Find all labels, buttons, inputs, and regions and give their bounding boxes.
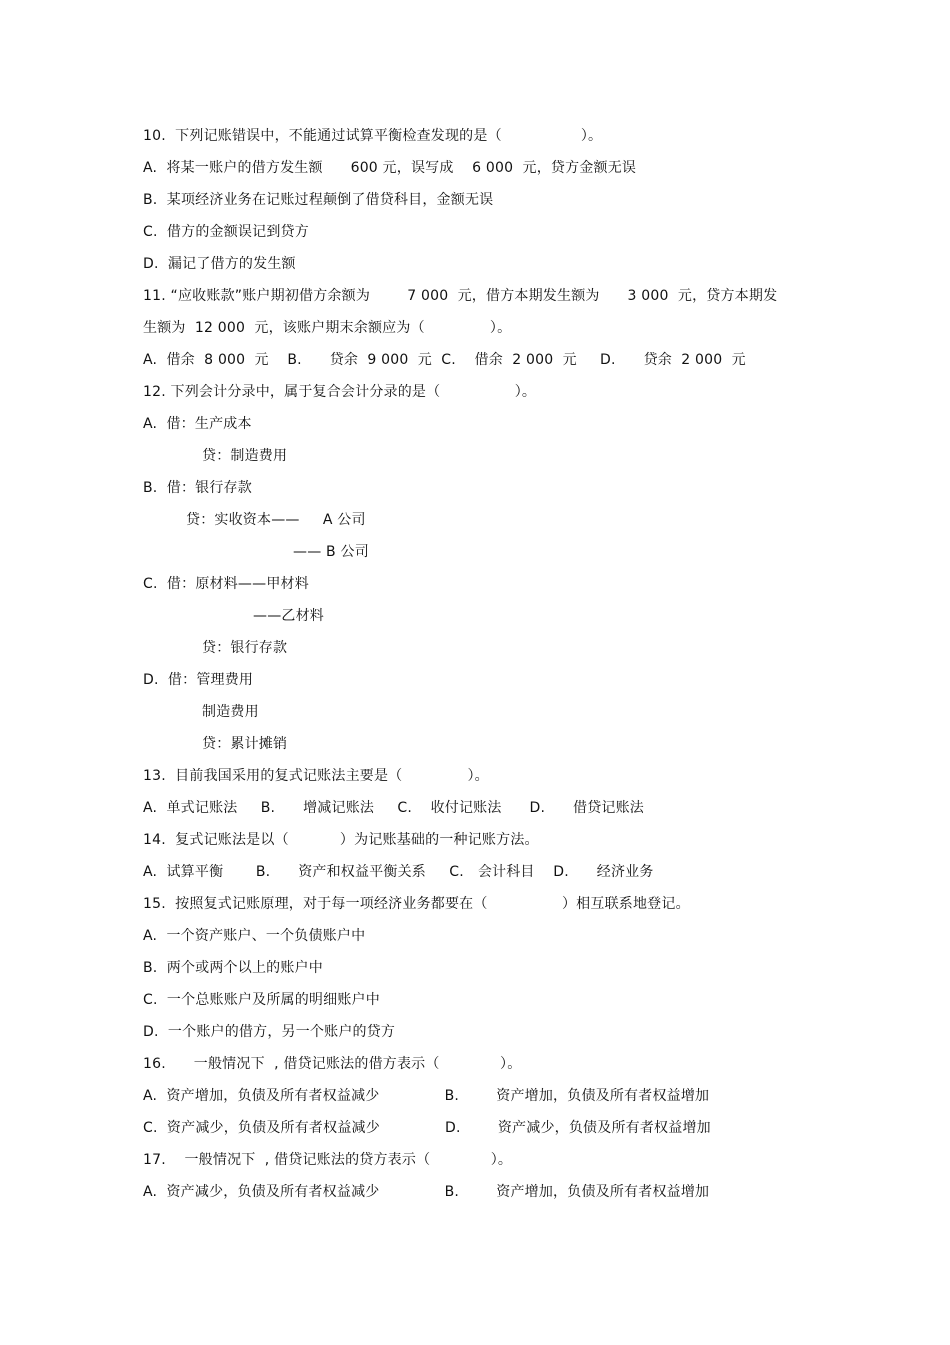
question-12-option-d-credit: 贷：累计摊销 — [202, 736, 288, 752]
question-14-options: A. 试算平衡 B. 资产和权益平衡关系 C. 会计科目 D. 经济业务 — [143, 864, 654, 880]
question-15-stem: 15. 按照复式记账原理，对于每一项经济业务都要在（ ）相互联系地登记。 — [143, 896, 690, 912]
question-10-option-c: C. 借方的金额误记到贷方 — [143, 224, 309, 240]
question-12-option-c-debit-2: ——乙材料 — [253, 608, 324, 624]
question-12-option-b: B. 借：银行存款 — [143, 480, 252, 496]
question-15-option-c: C. 一个总账账户及所属的明细账户中 — [143, 992, 380, 1008]
question-10-option-a: A. 将某一账户的借方发生额 600 元，误写成 6 000 元，贷方金额无误 — [143, 160, 637, 176]
question-10-option-d: D. 漏记了借方的发生额 — [143, 256, 296, 272]
question-12-option-c-credit: 贷：银行存款 — [202, 640, 288, 656]
question-17-options-ab: A. 资产减少，负债及所有者权益减少 B. 资产增加，负债及所有者权益增加 — [143, 1184, 710, 1200]
question-12-option-c: C. 借：原材料——甲材料 — [143, 576, 309, 592]
question-11-stem-cont: 生额为 12 000 元，该账户期末余额应为（ ）。 — [143, 320, 512, 336]
question-15-option-b: B. 两个或两个以上的账户中 — [143, 960, 323, 976]
question-17-stem: 17. 一般情况下 , 借贷记账法的贷方表示（ ）。 — [143, 1152, 513, 1168]
question-16-options-ab: A. 资产增加，负债及所有者权益减少 B. 资产增加，负债及所有者权益增加 — [143, 1088, 710, 1104]
question-12-option-a: A. 借：生产成本 — [143, 416, 252, 432]
question-12-option-d-debit-2: 制造费用 — [202, 704, 259, 720]
question-14-stem: 14. 复式记账法是以（ ）为记账基础的一种记账方法。 — [143, 832, 539, 848]
question-13-stem: 13. 目前我国采用的复式记账法主要是（ ）。 — [143, 768, 489, 784]
question-10-option-b: B. 某项经济业务在记账过程颠倒了借贷科目，金额无误 — [143, 192, 494, 208]
question-12-option-b-credit-1: 贷：实收资本—— A 公司 — [186, 512, 366, 528]
question-15-option-a: A. 一个资产账户、一个负债账户中 — [143, 928, 366, 944]
question-11-stem: 11. “应收账款”账户期初借方余额为 7 000 元，借方本期发生额为 3 000 元，贷方本期发 — [143, 288, 778, 304]
question-12-option-b-credit-2: —— B 公司 — [293, 544, 369, 560]
question-11-options: A. 借余 8 000 元 B. 贷余 9 000 元 C. 借余 2 000 元 D. 贷余 2 000 元 — [143, 352, 746, 368]
question-12-option-d: D. 借：管理费用 — [143, 672, 254, 688]
question-10-stem: 10. 下列记账错误中，不能通过试算平衡检查发现的是（ ）。 — [143, 128, 603, 144]
question-12-stem: 12. 下列会计分录中，属于复合会计分录的是（ ）。 — [143, 384, 537, 400]
question-15-option-d: D. 一个账户的借方，另一个账户的贷方 — [143, 1024, 396, 1040]
question-16-options-cd: C. 资产减少，负债及所有者权益减少 D. 资产减少，负债及所有者权益增加 — [143, 1120, 711, 1136]
question-16-stem: 16. 一般情况下 , 借贷记账法的借方表示（ ）。 — [143, 1056, 522, 1072]
question-12-option-a-credit: 贷：制造费用 — [202, 448, 288, 464]
question-13-options: A. 单式记账法 B. 增减记账法 C. 收付记账法 D. 借贷记账法 — [143, 800, 644, 816]
